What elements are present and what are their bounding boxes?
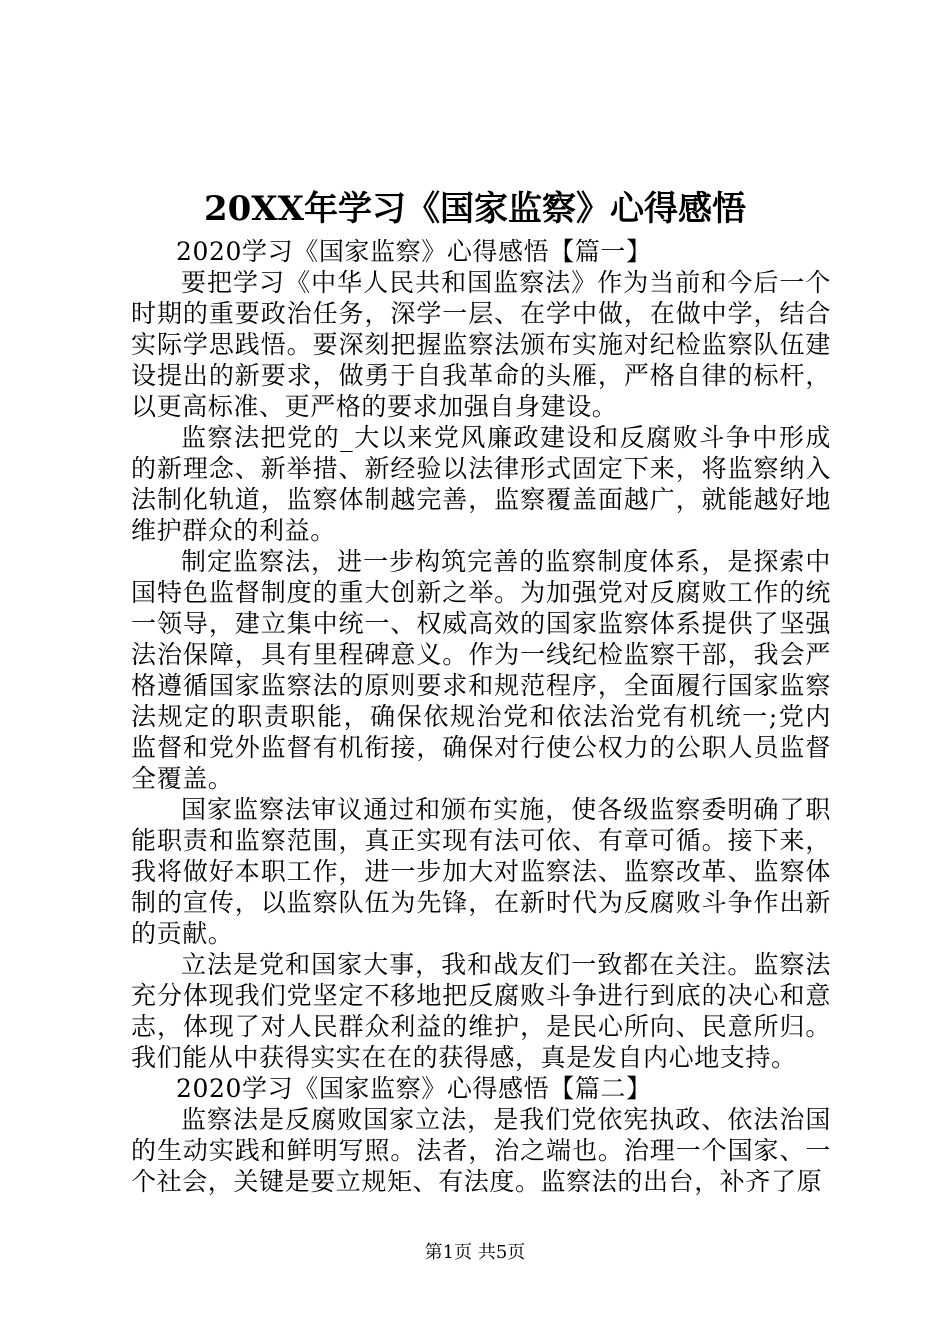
document-title: 20XX年学习《国家监察》心得感悟 (203, 189, 747, 229)
paragraph: 国家监察法审议通过和颁布实施，使各级监察委明确了职能职责和监察范围，真正实现有法可依、有章可循。接下来，我将做好本职工作，进一步加大对监察法、监察改革、监察体制的宣传，以监察队伍为先锋，在新时代为反腐败斗争作出新的贡献。 (131, 795, 831, 948)
paragraph: 监察法是反腐败国家立法，是我们党依宪执政、依法治国的生动实践和鲜明写照。法者，治之端也。治理一个国家、一个社会，关键是要立规矩、有法度。监察法的出台，补齐了原 (131, 1105, 831, 1196)
paragraph: 制定监察法，进一步构筑完善的监察制度体系，是探索中国特色监督制度的重大创新之举。为加强党对反腐败工作的统一领导，建立集中统一、权威高效的国家监察体系提供了坚强法治保障，具有里程碑意义。作为一线纪检监察干部，我会严格遵循国家监察法的原则要求和规范程序，全面履行国家监察法规定的职责职能，确保依规治党和依法治党有机统一;党内监督和党外监督有机衔接，确保对行使公权力的公职人员监督全覆盖。 (131, 547, 831, 793)
paragraph: 要把学习《中华人民共和国监察法》作为当前和今后一个时期的重要政治任务，深学一层、在学中做，在做中学，结合实际学思践悟。要深刻把握监察法颁布实施对纪检监察队伍建设提出的新要求，做勇于自我革命的头雁，严格自律的标杆，以更高标准、更严格的要求加强自身建设。 (131, 268, 831, 421)
page-footer: 第1页 共5页 (424, 1242, 526, 1263)
section-heading-2: 2020学习《国家监察》心得感悟【篇二】 (176, 1074, 652, 1103)
section-heading-1: 2020学习《国家监察》心得感悟【篇一】 (176, 237, 652, 266)
document-body (131, 236, 831, 1197)
paragraph: 立法是党和国家大事，我和战友们一致都在关注。监察法充分体现我们党坚定不移地把反腐败斗争进行到底的决心和意志，体现了对人民群众利益的维护，是民心所向、民意所归。我们能从中获得实实在在的获得感，真是发自内心地支持。 (131, 950, 831, 1072)
paragraph: 监察法把党的_大以来党风廉政建设和反腐败斗争中形成的新理念、新举措、新经验以法律形式固定下来，将监察纳入法制化轨道，监察体制越完善，监察覆盖面越广，就能越好地维护群众的利益。 (131, 423, 831, 545)
